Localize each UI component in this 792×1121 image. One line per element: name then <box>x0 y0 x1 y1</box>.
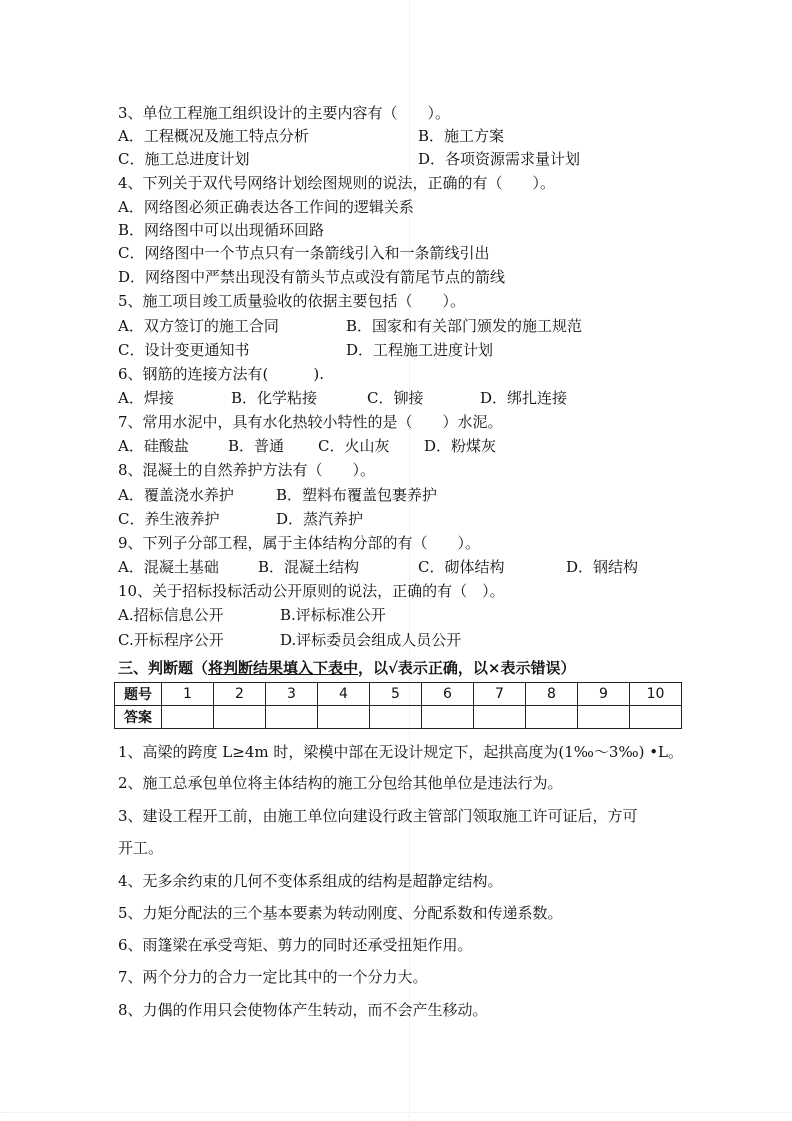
question-4-option-a: A．网络图必须正确表达各工作间的逻辑关系 <box>118 198 414 216</box>
table-number-cell: 3 <box>266 683 318 706</box>
question-10-option-c: C.开标程序公开 <box>118 631 224 649</box>
table-row-numbers <box>115 683 682 706</box>
judgment-8: 8、力偶的作用只会使物体产生转动，而不会产生移动。 <box>118 1001 488 1019</box>
question-9-option-d: D．钢结构 <box>566 558 639 576</box>
question-8-option-a: A．覆盖浇水养护 <box>118 486 234 504</box>
question-6-option-c: C．铆接 <box>367 389 424 407</box>
table-number-cell: 2 <box>214 683 266 706</box>
answer-cell[interactable] <box>630 706 682 729</box>
table-number-cell: 8 <box>526 683 578 706</box>
section-3-heading <box>118 658 575 678</box>
question-5-stem: 5、施工项目竣工质量验收的依据主要包括（ ）。 <box>118 292 466 310</box>
table-number-cell: 4 <box>318 683 370 706</box>
answer-cell[interactable] <box>474 706 526 729</box>
question-7-stem: 7、常用水泥中，具有水化热较小特性的是（ ）水泥。 <box>118 413 503 431</box>
question-8-stem: 8、混凝土的自然养护方法有（ ）。 <box>118 461 376 479</box>
question-5-option-d: D．工程施工进度计划 <box>346 341 494 359</box>
question-10-option-a: A.招标信息公开 <box>118 606 224 624</box>
question-3-stem: 3、单位工程施工组织设计的主要内容有（ ）。 <box>118 104 451 122</box>
section-3-underlined: 将判断结果填入下表中 <box>208 659 359 677</box>
question-6-stem: 6、钢筋的连接方法有( ). <box>118 365 325 383</box>
answer-cell[interactable] <box>266 706 318 729</box>
answer-cell[interactable] <box>318 706 370 729</box>
question-7-option-c: C．火山灰 <box>318 437 390 455</box>
question-6-option-d: D．绑扎连接 <box>480 389 568 407</box>
question-7-option-b: B．普通 <box>228 437 285 455</box>
question-7-option-d: D．粉煤灰 <box>424 437 497 455</box>
question-9-option-a: A．混凝土基础 <box>118 558 219 576</box>
table-number-cell: 5 <box>370 683 422 706</box>
question-10-option-d: D.评标委员会组成人员公开 <box>280 631 462 649</box>
page-bottom-guide <box>0 1112 792 1113</box>
question-9-option-b: B．混凝土结构 <box>258 558 360 576</box>
question-5-option-b: B．国家和有关部门颁发的施工规范 <box>346 317 583 335</box>
question-10-stem: 10、关于招标投标活动公开原则的说法，正确的有（ ）。 <box>118 582 505 600</box>
question-3-option-d: D．各项资源需求量计划 <box>418 150 581 168</box>
judgment-3-continued: 开工。 <box>118 839 164 857</box>
table-number-cell: 10 <box>630 683 682 706</box>
table-row-answers <box>115 706 682 729</box>
answer-table <box>114 682 682 729</box>
question-6-option-b: B．化学粘接 <box>231 389 318 407</box>
table-number-cell: 9 <box>578 683 630 706</box>
judgment-7: 7、两个分力的合力一定比其中的一个分力大。 <box>118 968 428 986</box>
question-4-stem: 4、下列关于双代号网络计划绘图规则的说法，正确的有（ ）。 <box>118 174 556 192</box>
section-3-prefix: 三、判断题（ <box>118 659 209 677</box>
question-4-option-c: C．网络图中一个节点只有一条箭线引入和一条箭线引出 <box>118 244 490 262</box>
judgment-5: 5、力矩分配法的三个基本要素为转动刚度、分配系数和传递系数。 <box>118 904 563 922</box>
question-6-option-a: A．焊接 <box>118 389 174 407</box>
judgment-2: 2、施工总承包单位将主体结构的施工分包给其他单位是违法行为。 <box>118 774 563 792</box>
question-9-option-c: C．砌体结构 <box>418 558 505 576</box>
question-8-option-b: B．塑料布覆盖包裹养护 <box>276 486 438 504</box>
answer-cell[interactable] <box>370 706 422 729</box>
table-number-cell: 6 <box>422 683 474 706</box>
question-4-option-b: B．网络图中可以出现循环回路 <box>118 221 325 239</box>
question-8-option-d: D．蒸汽养护 <box>276 510 364 528</box>
table-row-label: 答案 <box>115 706 162 729</box>
question-5-option-a: A．双方签订的施工合同 <box>118 317 279 335</box>
question-3-option-a: A．工程概况及施工特点分析 <box>118 127 309 145</box>
question-3-option-b: B．施工方案 <box>418 127 505 145</box>
table-row-label: 题号 <box>115 683 162 706</box>
question-9-stem: 9、下列子分部工程，属于主体结构分部的有（ ）。 <box>118 534 481 552</box>
answer-cell[interactable] <box>162 706 214 729</box>
section-3-suffix: ，以√表示正确，以×表示错误） <box>358 659 576 677</box>
judgment-4: 4、无多余约束的几何不变体系组成的结构是超静定结构。 <box>118 872 503 890</box>
judgment-1: 1、高梁的跨度 L≥4m 时，梁模中部在无设计规定下，起拱高度为(1‰～3‰) •L。 <box>118 743 684 761</box>
judgment-6: 6、雨篷梁在承受弯矩、剪力的同时还承受扭矩作用。 <box>118 936 473 954</box>
question-5-option-c: C．设计变更通知书 <box>118 341 250 359</box>
answer-cell[interactable] <box>578 706 630 729</box>
table-number-cell: 1 <box>162 683 214 706</box>
answer-cell[interactable] <box>214 706 266 729</box>
question-8-option-c: C．养生液养护 <box>118 510 220 528</box>
answer-cell[interactable] <box>422 706 474 729</box>
question-3-option-c: C．施工总进度计划 <box>118 150 250 168</box>
question-4-option-d: D．网络图中严禁出现没有箭头节点或没有箭尾节点的箭线 <box>118 268 506 286</box>
question-7-option-a: A．硅酸盐 <box>118 437 189 455</box>
question-10-option-b: B.评标标准公开 <box>280 606 386 624</box>
table-number-cell: 7 <box>474 683 526 706</box>
judgment-3: 3、建设工程开工前，由施工单位向建设行政主管部门领取施工许可证后，方可 <box>118 807 638 825</box>
answer-cell[interactable] <box>526 706 578 729</box>
